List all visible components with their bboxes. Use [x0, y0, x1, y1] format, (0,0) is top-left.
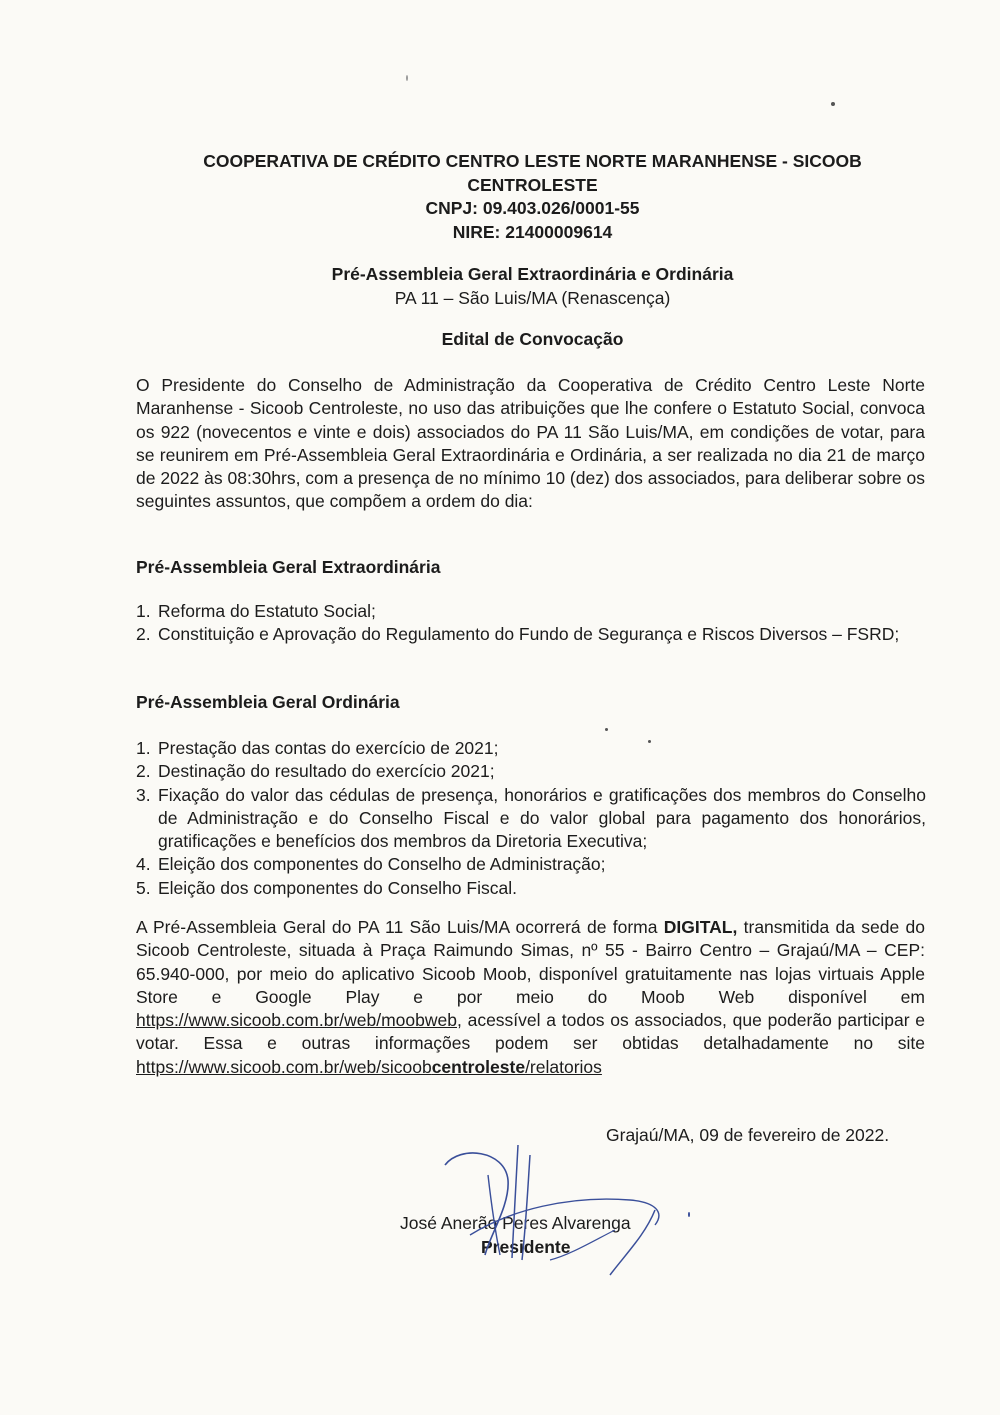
digital-emphasis: DIGITAL,	[663, 917, 738, 937]
paper-speck	[406, 75, 408, 81]
item-text: Eleição dos componentes do Conselho Fiscal.	[158, 877, 517, 898]
header-name-line1: COOPERATIVA DE CRÉDITO CENTRO LESTE NORTE MARANHENSE - SICOOB	[203, 151, 862, 171]
signer-name: José Anerão Peres Alvarenga	[400, 1213, 631, 1233]
list-item	[136, 623, 926, 646]
meeting-title: Pré-Assembleia Geral Extraordinária e Ordinária	[331, 264, 734, 284]
link-part-bold: centroleste	[431, 1056, 526, 1077]
item-number: 5.	[136, 877, 151, 898]
item-text: Reforma do Estatuto Social;	[158, 601, 376, 621]
link-part: https://www.sicoob.com.br/web/sicoob	[136, 1056, 432, 1077]
item-text: Destinação do resultado do exercício 2021;	[158, 761, 495, 782]
item-text: Prestação das contas do exercício de 2021;	[158, 738, 499, 758]
item-text: Constituição e Aprovação do Regulamento do Fundo de Segurança e Riscos Diversos – FSRD;	[158, 624, 900, 645]
item-text: Fixação do valor das cédulas de presença, honorários e gratificações dos membros do Conselho de Administração e do Conselho Fiscal e do valor global para pagamento dos honorários, gratificações e benefícios dos membros da Diretoria Executiva;	[158, 784, 926, 852]
paragraph-text: A Pré-Assembleia Geral do PA 11 São Luis/MA ocorrerá de forma	[136, 917, 664, 937]
extraordinary-agenda-list	[136, 600, 926, 647]
paragraph-text: , acessível a todos os associados, que poderão participar e votar. Essa e outras informações podem ser obtidas detalhadamente no site	[136, 1010, 925, 1054]
extraordinary-section-title: Pré-Assembleia Geral Extraordinária	[136, 557, 441, 577]
document-title: Edital de Convocação	[441, 329, 624, 349]
link-part: /relatorios	[525, 1056, 602, 1077]
moobweb-link[interactable]: https://www.sicoob.com.br/web/moobweb	[136, 1010, 457, 1031]
header-nire: NIRE: 21400009614	[452, 221, 613, 242]
item-number: 1.	[136, 738, 151, 758]
ordinary-section-title: Pré-Assembleia Geral Ordinária	[136, 692, 400, 712]
header-cnpj: CNPJ: 09.403.026/0001-55	[425, 198, 640, 218]
list-item	[136, 853, 926, 876]
handwritten-signature	[430, 1140, 690, 1290]
relatorios-link[interactable]	[136, 1057, 602, 1077]
meeting-location: PA 11 – São Luis/MA (Renascença)	[394, 288, 671, 308]
item-number: 1.	[136, 601, 151, 621]
list-item	[136, 737, 926, 760]
cooperative-header	[135, 150, 930, 244]
list-item	[136, 877, 926, 900]
list-item	[136, 600, 926, 623]
intro-paragraph: O Presidente do Conselho de Administração da Cooperativa de Crédito Centro Leste Norte Maranhense - Sicoob Centroleste, no uso das atribuições que lhe confere o Estatuto Social, convoca os 922 (novecentos e vinte e dois) associados do PA 11 São Luis/MA, em condições de votar, para se reunirem em Pré-Assembleia Geral Extraordinária e Ordinária, a ser realizada no dia 21 de março de 2022 às 08:30hrs, com a presença de no mínimo 10 (dez) dos associados, para deliberar sobre os seguintes assuntos, que compõem a ordem do dia:	[136, 375, 925, 512]
signer-role: Presidente	[481, 1237, 571, 1257]
paper-speck	[688, 1212, 690, 1217]
ordinary-agenda-list	[136, 737, 926, 900]
item-text: Eleição dos componentes do Conselho de Administração;	[158, 854, 606, 875]
paper-speck	[605, 728, 608, 731]
meeting-heading	[135, 262, 930, 310]
list-item	[136, 760, 926, 783]
item-number: 4.	[136, 854, 151, 875]
paragraph-text: transmitida da sede do Sicoob Centroleste, situada à Praça Raimundo Simas, nº 55 - Bairro Centro – Grajaú/MA – CEP: 65.940-000, por meio do aplicativo Sicoob Moob, disponível gratuitamente nas lojas virtuais Apple Store e Google Play e por meio do Moob Web disponível em	[136, 917, 925, 1007]
document-date: Grajaú/MA, 09 de fevereiro de 2022.	[606, 1125, 890, 1145]
item-number: 2.	[136, 624, 151, 645]
paper-speck	[831, 102, 835, 106]
list-item	[136, 784, 926, 854]
item-number: 3.	[136, 784, 151, 805]
digital-meeting-paragraph	[136, 916, 925, 1079]
item-number: 2.	[136, 761, 151, 782]
paper-speck	[648, 740, 651, 743]
header-name-line2: CENTROLESTE	[467, 174, 598, 195]
